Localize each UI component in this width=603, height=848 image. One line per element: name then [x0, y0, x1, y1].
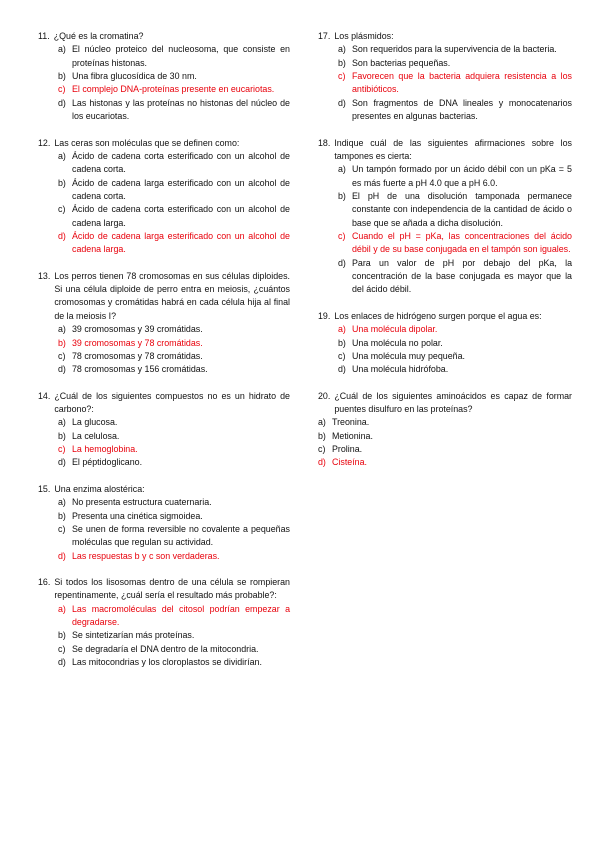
question-number: 18.: [318, 137, 331, 148]
question-number: 17.: [318, 31, 331, 41]
option-text: Ácido de cadena corta esterificado con un alcohol de cadena larga.: [72, 204, 290, 228]
question-stem: [38, 270, 290, 323]
answer-option: [38, 629, 290, 642]
answer-option: [318, 43, 572, 56]
option-letter: c): [318, 444, 326, 455]
answer-option-correct: [38, 550, 290, 563]
option-letter: a): [58, 324, 66, 335]
question-11: [38, 30, 290, 124]
option-text: El complejo DNA-proteínas presente en eucariotas.: [72, 84, 275, 95]
question-text: Los plásmidos:: [334, 31, 394, 41]
option-letter: b): [58, 510, 66, 521]
answer-option: [38, 350, 290, 363]
option-letter: d): [338, 364, 346, 375]
option-letter: d): [58, 364, 66, 375]
option-text: El pH de una disolución tamponada permanece constante con independencia de la cantidad de ácido o base que se añada a dicha disolución.: [352, 190, 572, 228]
question-text: Los perros tienen 78 cromosomas en sus células diploides. Si una célula diploide de perro entra en meiosis, ¿cuántos cromosomas y cromátidas habrá en cada célula hija al final de la meiosis I?: [54, 270, 290, 321]
question-stem: [38, 483, 290, 496]
option-text: Cisteína.: [332, 457, 368, 468]
option-text: El núcleo proteico del nucleosoma, que consiste en proteínas histonas.: [72, 44, 290, 68]
question-13: [38, 270, 290, 377]
option-letter: a): [338, 44, 346, 55]
answer-options: [318, 323, 572, 376]
option-letter: c): [58, 444, 66, 455]
question-stem: [318, 310, 572, 323]
answer-option-correct: [318, 456, 572, 469]
question-stem: [318, 30, 572, 43]
answer-option: [318, 257, 572, 297]
option-letter: d): [58, 550, 66, 561]
answer-option: [38, 430, 290, 443]
option-letter: a): [58, 497, 66, 508]
option-letter: c): [58, 350, 66, 361]
answer-options: [38, 150, 290, 257]
option-text: Las histonas y las proteínas no histonas del núcleo de los eucariotas.: [72, 97, 290, 122]
option-text: 39 cromosomas y 78 cromátidas.: [72, 337, 203, 348]
option-text: 39 cromosomas y 39 cromátidas.: [72, 324, 203, 335]
question-14: [38, 390, 290, 470]
option-text: Ácido de cadena larga esterificado con un alcohol de cadena corta.: [72, 177, 290, 201]
answer-option: [318, 163, 572, 190]
option-text: 78 cromosomas y 156 cromátidas.: [72, 364, 208, 375]
answer-options: [38, 43, 290, 123]
answer-option: [318, 350, 572, 363]
answer-options: [318, 163, 572, 297]
option-text: 78 cromosomas y 78 cromátidas.: [72, 350, 203, 361]
answer-option-correct: [38, 443, 290, 456]
option-letter: a): [318, 417, 326, 428]
question-text: Si todos los lisosomas dentro de una célula se rompieran repentinamente, ¿cuál sería el resultado más probable?:: [54, 576, 290, 601]
option-letter: a): [58, 603, 66, 614]
option-letter: a): [58, 44, 66, 55]
question-text: Las ceras son moléculas que se definen como:: [54, 137, 240, 148]
right-column: [318, 30, 572, 483]
option-text: Se degradaría el DNA dentro de la mitocondria.: [72, 643, 259, 654]
option-letter: a): [338, 324, 346, 335]
option-text: Las macromoléculas del citosol podrían empezar a degradarse.: [72, 603, 290, 628]
option-letter: b): [58, 430, 66, 441]
option-text: Son bacterias pequeñas.: [352, 57, 451, 68]
question-15: [38, 483, 290, 563]
option-letter: c): [338, 350, 346, 361]
option-text: Prolina.: [332, 444, 363, 455]
answer-option: [318, 443, 572, 456]
answer-option-correct: [38, 603, 290, 630]
option-text: La hemoglobina.: [72, 444, 138, 455]
question-text: Indique cuál de las siguientes afirmaciones sobre los tampones es cierta:: [334, 137, 572, 161]
option-letter: d): [338, 257, 346, 268]
answer-option: [318, 416, 572, 429]
question-stem: [38, 30, 290, 43]
option-text: El péptidoglicano.: [72, 457, 143, 468]
option-text: Se sintetizarían más proteínas.: [72, 630, 195, 641]
option-text: Favorecen que la bacteria adquiera resistencia a los antibióticos.: [352, 71, 572, 95]
option-letter: d): [58, 97, 66, 108]
option-text: Un tampón formado por un ácido débil con un pKa = 5 es más fuerte a pH 4.0 que a pH 6.0.: [352, 164, 572, 188]
option-letter: a): [338, 164, 346, 175]
option-letter: c): [58, 84, 66, 95]
option-letter: b): [338, 57, 346, 68]
option-text: Una molécula no polar.: [352, 337, 443, 348]
option-letter: d): [318, 457, 326, 468]
question-stem: [318, 137, 572, 164]
option-letter: c): [338, 71, 346, 82]
question-stem: [38, 137, 290, 150]
question-text: Una enzima alostérica:: [54, 483, 145, 494]
question-number: 14.: [38, 390, 51, 401]
answer-option: [38, 456, 290, 469]
answer-option-correct: [38, 230, 290, 257]
question-number: 13.: [38, 270, 51, 281]
option-text: Una molécula muy pequeña.: [352, 350, 465, 361]
answer-option-correct: [318, 70, 572, 97]
option-letter: b): [58, 71, 66, 82]
option-letter: c): [58, 204, 66, 215]
question-text: ¿Qué es la cromatina?: [53, 31, 144, 41]
option-text: Una molécula hidrófoba.: [352, 364, 449, 375]
option-text: Las mitocondrias y los cloroplastos se dividirían.: [72, 657, 262, 668]
option-text: No presenta estructura cuaternaria.: [72, 497, 212, 508]
option-text: Metionina.: [332, 430, 373, 441]
answer-option: [38, 203, 290, 230]
question-17: [318, 30, 572, 124]
question-number: 19.: [318, 310, 331, 321]
option-text: Son fragmentos de DNA lineales y monocatenarios presentes en algunas bacterias.: [352, 97, 572, 122]
answer-option: [38, 643, 290, 656]
answer-option: [318, 363, 572, 376]
question-18: [318, 137, 572, 297]
option-letter: a): [58, 150, 66, 161]
answer-option-correct: [318, 230, 572, 257]
answer-option: [318, 337, 572, 350]
answer-option: [38, 97, 290, 124]
option-letter: c): [58, 643, 66, 654]
answer-option: [38, 363, 290, 376]
question-number: 15.: [38, 483, 51, 494]
answer-option: [38, 416, 290, 429]
option-text: Ácido de cadena corta esterificado con un alcohol de cadena corta.: [72, 150, 290, 175]
question-text: Los enlaces de hidrógeno surgen porque el agua es:: [334, 310, 542, 321]
option-text: Para un valor de pH por debajo del pKa, la concentración de la base conjugada es mayor que la del ácido débil.: [352, 257, 572, 295]
question-number: 11.: [38, 31, 50, 41]
question-text: ¿Cuál de los siguientes compuestos no es un hidrato de carbono?:: [54, 390, 290, 414]
answer-option: [318, 97, 572, 124]
option-text: Presenta una cinética sigmoidea.: [72, 510, 203, 521]
option-text: Ácido de cadena larga esterificado con un alcohol de cadena larga.: [72, 231, 290, 255]
answer-option-correct: [318, 323, 572, 336]
question-number: 12.: [38, 137, 51, 148]
option-letter: d): [58, 457, 66, 468]
answer-options: [38, 603, 290, 670]
answer-option: [38, 496, 290, 509]
question-19: [318, 310, 572, 377]
option-text: Una molécula dipolar.: [352, 324, 438, 335]
answer-options: [38, 416, 290, 469]
option-text: Son requeridos para la supervivencia de la bacteria.: [352, 44, 557, 55]
option-letter: d): [338, 97, 346, 108]
answer-options: [318, 416, 572, 469]
question-16: [38, 576, 290, 670]
answer-option: [318, 57, 572, 70]
answer-option: [38, 323, 290, 336]
answer-options: [318, 43, 572, 123]
left-column: [38, 30, 290, 682]
answer-option: [38, 510, 290, 523]
answer-option: [318, 190, 572, 230]
option-text: Las respuestas b y c son verdaderas.: [72, 550, 220, 561]
option-letter: b): [318, 430, 326, 441]
answer-option: [38, 523, 290, 550]
question-stem: [38, 390, 290, 417]
answer-options: [38, 323, 290, 376]
option-letter: b): [338, 337, 346, 348]
option-text: Se unen de forma reversible no covalente a pequeñas moléculas que regulan su actividad.: [72, 523, 290, 548]
option-letter: d): [58, 231, 66, 242]
answer-option: [38, 43, 290, 70]
option-text: Cuando el pH = pKa, las concentraciones del ácido débil y de su base conjugada en el tampón son iguales.: [352, 231, 572, 255]
question-stem: [38, 576, 290, 603]
option-text: La glucosa.: [72, 417, 118, 428]
question-12: [38, 137, 290, 257]
answer-option: [38, 177, 290, 204]
option-letter: a): [58, 417, 66, 428]
option-letter: c): [58, 523, 66, 534]
answer-option-correct: [38, 337, 290, 350]
option-letter: b): [58, 337, 66, 348]
option-letter: b): [58, 630, 66, 641]
option-text: Treonina.: [332, 417, 370, 428]
answer-option: [38, 70, 290, 83]
option-text: La celulosa.: [72, 430, 120, 441]
answer-options: [38, 496, 290, 563]
option-letter: b): [58, 177, 66, 188]
option-letter: b): [338, 190, 346, 201]
question-text: ¿Cuál de los siguientes aminoácidos es capaz de formar puentes disulfuro en las proteínas?: [334, 390, 572, 414]
answer-option: [318, 430, 572, 443]
question-20: [318, 390, 572, 470]
answer-option: [38, 150, 290, 177]
question-stem: [318, 390, 572, 417]
answer-option: [38, 656, 290, 669]
option-letter: d): [58, 657, 66, 668]
question-number: 16.: [38, 576, 51, 587]
option-text: Una fibra glucosídica de 30 nm.: [72, 71, 197, 82]
option-letter: c): [338, 231, 346, 242]
question-number: 20.: [318, 390, 331, 401]
answer-option-correct: [38, 83, 290, 96]
